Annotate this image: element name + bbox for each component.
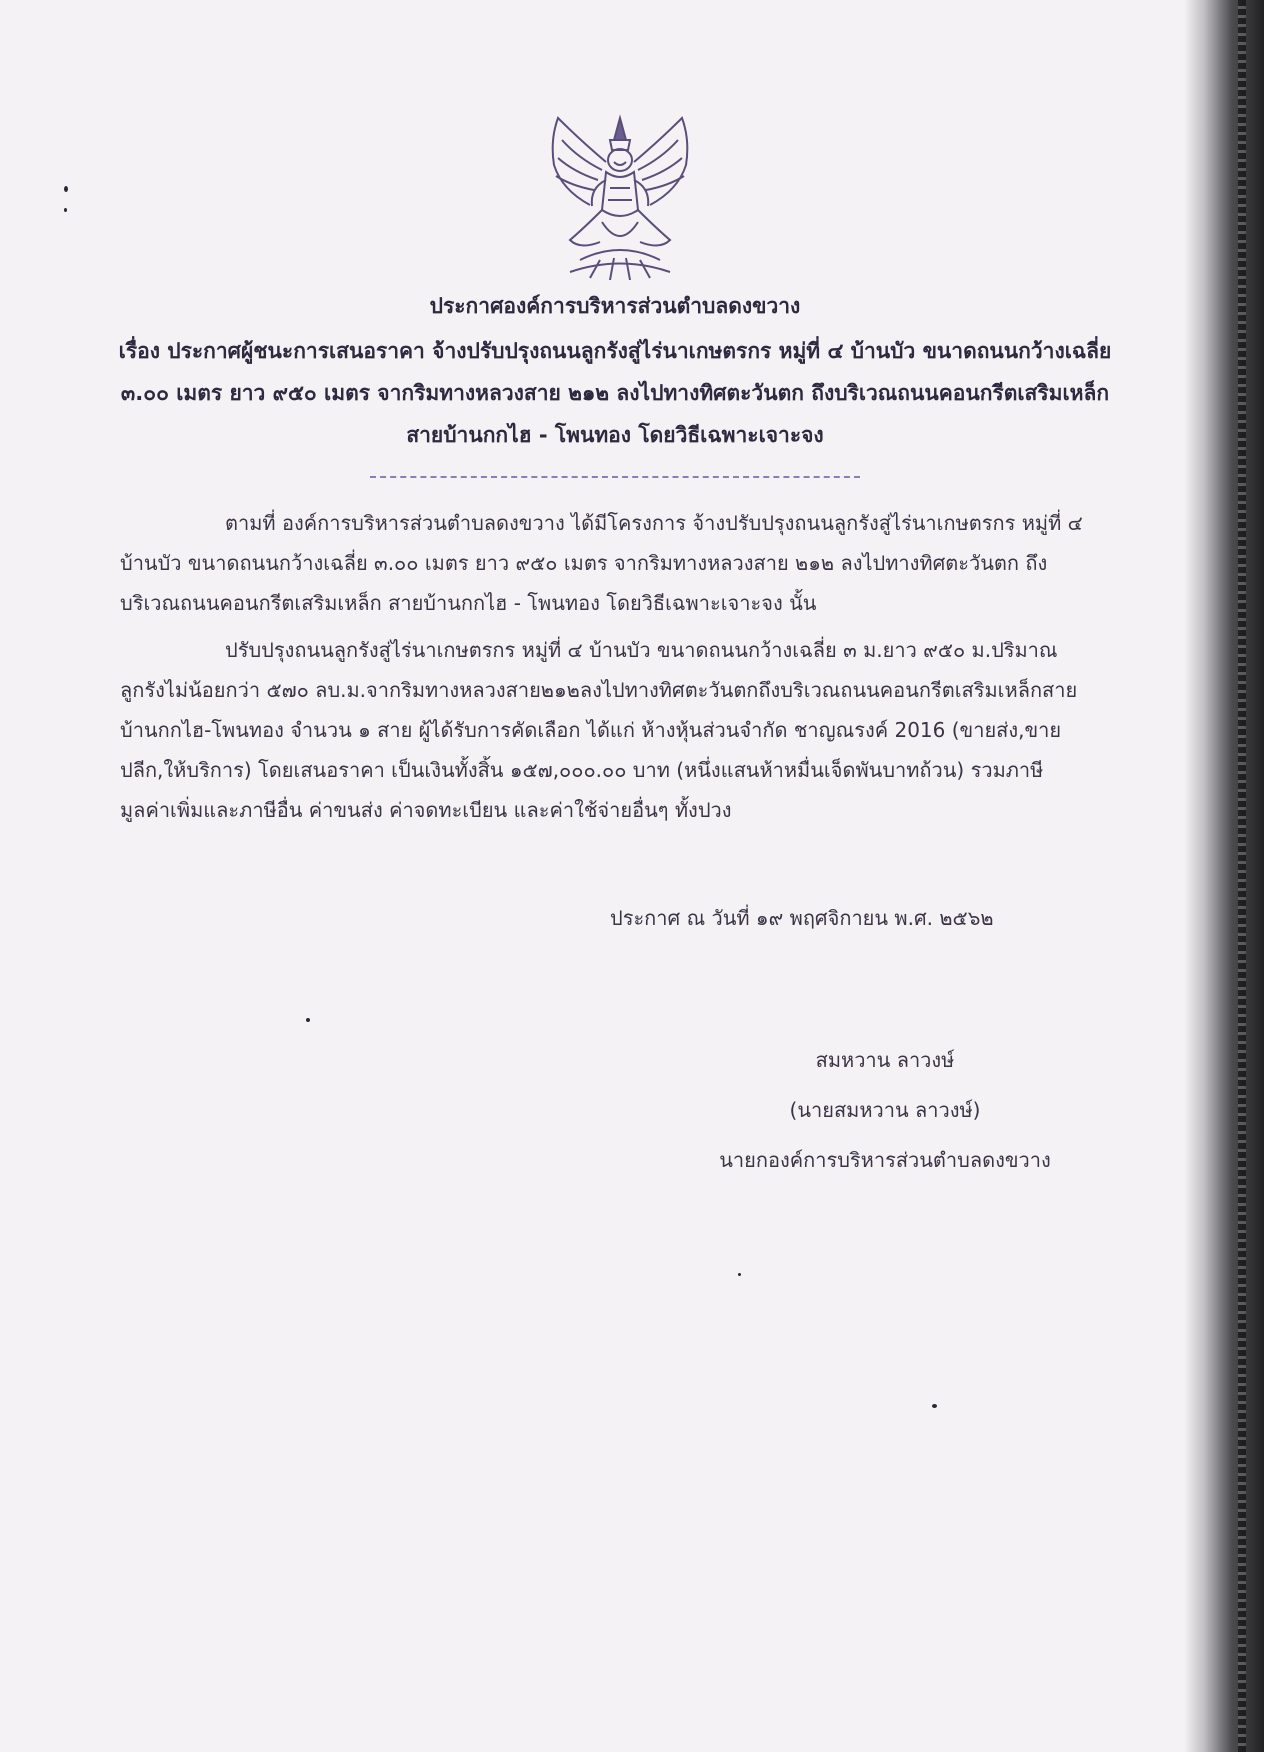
body-paragraph-2: ปรับปรุงถนนลูกรังสู่ไร่นาเกษตรกร หมู่ที่ ๔ บ้านบัว ขนาดถนนกว้างเฉลี่ย ๓ ม.ยาว ๙๕๐ ม.ปริมาณลูกรังไม่น้อยกว่า ๕๗๐ ลบ.ม.จากริมทางหลวงสาย๒๑๒ลงไปทางทิศตะวันตกถึงบริเวณถนนคอนกรีตเสริมเหล็กสายบ้านกกไฮ-โพนทอง จำนวน ๑ สาย ผู้ได้รับการคัดเลือก ได้แก่ ห้างหุ้นส่วนจำกัด ชาญณรงค์ 2016 (ขายส่ง,ขายปลีก,ให้บริการ) โดยเสนอราคา เป็นเงินทั้งสิ้น ๑๕๗,๐๐๐.๐๐ บาท (หนึ่งแสนห้าหมื่นเจ็ดพันบาทถ้วน) รวมภาษีมูลค่าเพิ่มและภาษีอื่น ค่าขนส่ง ค่าจดทะเบียน และค่าใช้จ่ายอื่นๆ ทั้งปวง [120, 638, 1078, 822]
signatory-full-name: (นายสมหวาน ลาวงษ์) [789, 1098, 981, 1122]
scan-speck [738, 1273, 741, 1276]
announcement-subject: เรื่อง ประกาศผู้ชนะการเสนอราคา จ้างปรับปรุงถนนลูกรังสู่ไร่นาเกษตรกร หมู่ที่ ๔ บ้านบัว ขนาดถนนกว้างเฉลี่ย ๓.๐๐ เมตร ยาว ๙๕๐ เมตร จากริมทางหลวงสาย ๒๑๒ ลงไปทางทิศตะวันตก ถึงบริเวณถนนคอนกรีตเสริมเหล็ก สายบ้านกกไฮ - โพนทอง โดยวิธีเฉพาะเจาะจง [118, 339, 1112, 447]
signatory-position: นายกองค์การบริหารส่วนตำบลดงขวาง [719, 1148, 1051, 1172]
scan-speck [64, 186, 68, 192]
scan-speck [306, 1018, 310, 1022]
scan-edge-shadow [1184, 0, 1264, 1752]
body-paragraph-1: ตามที่ องค์การบริหารส่วนตำบลดงขวาง ได้มีโครงการ จ้างปรับปรุงถนนลูกรังสู่ไร่นาเกษตรกร หมู่ที่ ๔ บ้านบัว ขนาดถนนกว้างเฉลี่ย ๓.๐๐ เมตร ยาว ๙๕๐ เมตร จากริมทางหลวงสาย ๒๑๒ ลงไปทางทิศตะวันตก ถึงบริเวณถนนคอนกรีตเสริมเหล็ก สายบ้านกกไฮ - โพนทอง โดยวิธีเฉพาะเจาะจง นั้น [120, 511, 1083, 615]
scan-edge-streak [1238, 0, 1246, 1752]
scan-speck [64, 208, 67, 212]
scan-speck [932, 1404, 937, 1408]
dashed-separator [370, 476, 860, 478]
signatory-name: สมหวาน ลาวงษ์ [815, 1048, 955, 1072]
garuda-emblem-icon [540, 110, 700, 285]
announcement-title: ประกาศองค์การบริหารส่วนตำบลดงขวาง [429, 294, 801, 318]
announcement-date: ประกาศ ณ วันที่ ๑๙ พฤศจิกายน พ.ศ. ๒๕๖๒ [610, 906, 994, 930]
